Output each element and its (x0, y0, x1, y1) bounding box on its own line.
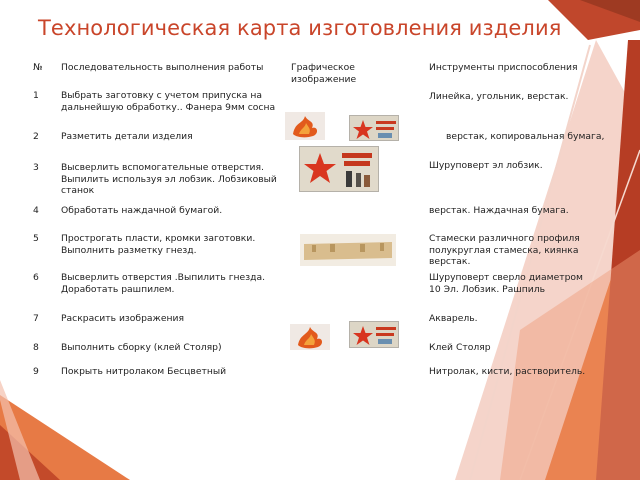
page-title: Технологическая карта изготовления изделия (38, 16, 562, 40)
row-number: 9 (33, 366, 39, 377)
wood-plank-image (300, 234, 396, 266)
row-number: 8 (33, 342, 39, 353)
row-step: Высверлить вспомогательные отверстия. Выпилить используя эл лобзик. Лобзиковый станок (61, 162, 277, 196)
row-step: Выбрать заготовку с учетом припуска на дальнейшую обработку.. Фанера 9мм сосна (61, 90, 276, 113)
row-tools: Шуруповерт сверло диаметром 10 Эл. Лобзик. Рашпиль (429, 272, 583, 295)
star-sign-large-image (299, 146, 379, 192)
row-tools: Шуруповерт эл лобзик. (429, 160, 543, 171)
row-step: Выполнить сборку (клей Столяр) (61, 342, 222, 353)
row-tools: Нитролак, кисти, растворитель. (429, 366, 586, 377)
row-number: 5 (33, 233, 39, 244)
row-tools: верстак. Наждачная бумага. (429, 205, 569, 216)
row-number: 6 (33, 272, 39, 283)
row-step: Прострогать пласти, кромки заготовки. Выполнить разметку гнезд. (61, 233, 256, 256)
header-graphic: Графическое изображение (291, 62, 357, 85)
row-step: Высверлить отверстия .Выпилить гнезда. Доработать рашпилем. (61, 272, 265, 295)
row-number: 4 (33, 205, 39, 216)
row-step: Раскрасить изображения (61, 313, 184, 324)
row-number: 3 (33, 162, 39, 173)
row-step: Обработать наждачной бумагой. (61, 205, 223, 216)
header-tools: Инструменты приспособления (429, 62, 578, 73)
header-number: № (33, 62, 43, 73)
row-number: 2 (33, 131, 39, 142)
row-number: 7 (33, 313, 39, 324)
header-sequence: Последовательность выполнения работы (61, 62, 264, 73)
row-number: 1 (33, 90, 39, 101)
row-tools: Стамески различного профиля полукруглая стамеска, киянка верстак. (429, 233, 580, 267)
flame-image (285, 112, 325, 140)
star-sign-image-2 (349, 321, 399, 348)
row-tools: Акварель. (429, 313, 478, 324)
row-step: Разметить детали изделия (61, 131, 193, 142)
star-sign-image (349, 115, 399, 141)
row-tools: верстак, копировальная бумага, (446, 131, 605, 142)
row-tools: Клей Столяр (429, 342, 491, 353)
row-tools: Линейка, угольник, верстак. (429, 91, 569, 102)
row-step: Покрыть нитролаком Бесцветный (61, 366, 227, 377)
flame-image-2 (290, 324, 330, 350)
